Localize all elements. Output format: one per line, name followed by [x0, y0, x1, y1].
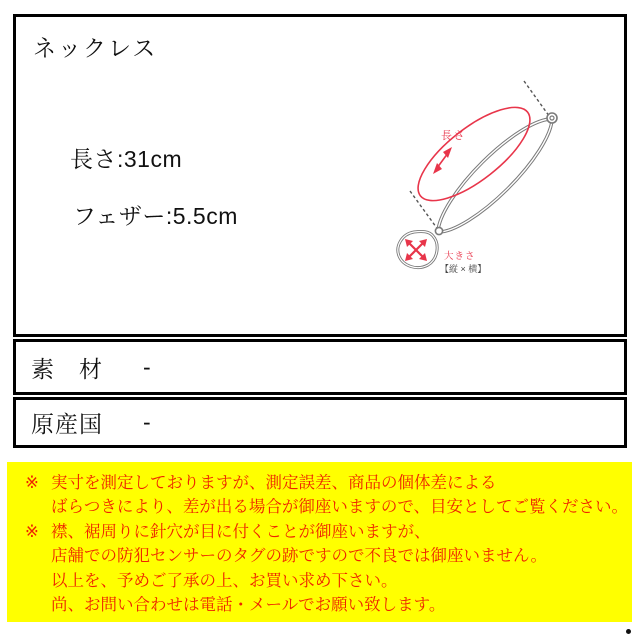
product-main-box [13, 14, 627, 337]
notice-line: 店舗での防犯センサーのタグの跡ですので不良では御座いません。 [25, 544, 628, 568]
spec-label-material: 素 材 [31, 355, 103, 382]
notice-line: ※ 実寸を測定しておりますが、測定誤差、商品の個体差による [25, 471, 628, 495]
note-marker: ※ [25, 474, 39, 492]
length-arrowhead-up [443, 147, 452, 158]
notice-line: ばらつきにより、差が出る場合が御座いますので、目安としてご覧ください。 [25, 495, 628, 519]
note-marker [25, 593, 51, 617]
product-category-title: ネックレス [33, 35, 158, 61]
note-marker [25, 544, 51, 568]
extension-line-bottom [410, 191, 439, 231]
bail-icon [435, 227, 442, 234]
notice-line: ※ 襟、裾周りに針穴が目に付くことが御座いますが、 [25, 520, 628, 544]
notice-line: 以上を、予めご了承の上、お買い求め下さい。 [25, 569, 628, 593]
note-marker [25, 495, 51, 519]
length-arrowhead-down [433, 163, 442, 174]
spec-row-origin [13, 397, 627, 448]
measurement-length: 長さ:31cm [70, 146, 183, 172]
size-sublabel: 【縦 × 横】 [440, 264, 487, 274]
notice-box [7, 462, 632, 622]
page-dot [626, 629, 631, 634]
length-measure-ellipse [404, 92, 543, 217]
note-marker [25, 569, 51, 593]
measurement-feather: フェザー:5.5cm [73, 203, 238, 229]
spec-value-origin: - [143, 409, 151, 435]
length-label: 長さ [441, 130, 466, 142]
notice-line: 尚、お問い合わせは電話・メールでお願い致します。 [25, 593, 628, 617]
size-label: 大きさ [444, 251, 476, 262]
spec-row-material [13, 339, 627, 395]
spec-label-origin: 原産国 [31, 411, 103, 437]
note-marker: ※ [25, 522, 39, 541]
necklace-measurement-diagram [395, 75, 590, 280]
clasp-icon [547, 113, 557, 123]
spec-value-material: - [143, 353, 151, 380]
